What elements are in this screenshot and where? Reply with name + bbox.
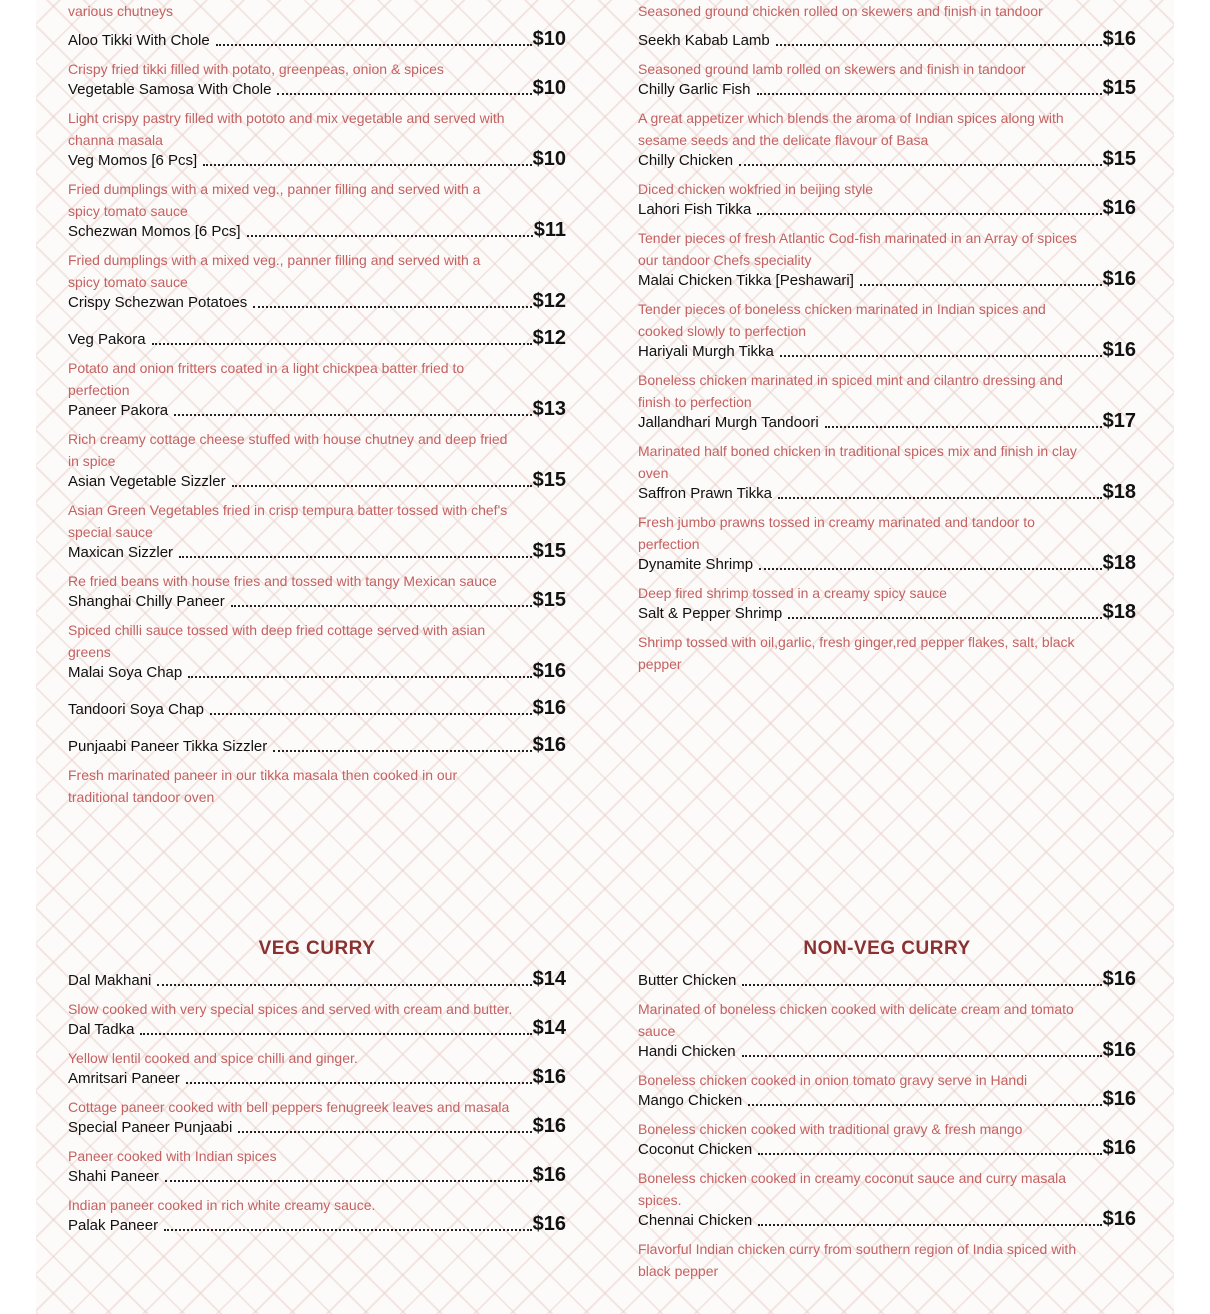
menu-item-row	[638, 1135, 1136, 1159]
menu-item	[68, 288, 566, 312]
item-price: $16	[1102, 197, 1136, 219]
dot-leader	[742, 984, 1101, 986]
item-description: Yellow lentil cooked and spice chilli and ginger.	[68, 1050, 358, 1066]
item-description: Fried dumplings with a mixed veg., panner filling and served with a spicy tomato sauce	[68, 181, 481, 219]
menu-item-row	[68, 732, 566, 756]
item-name: Jallandhari Murgh Tandoori	[638, 414, 819, 431]
menu-item-row	[638, 966, 1136, 990]
item-price: $16	[532, 1213, 566, 1235]
dot-leader	[140, 1033, 531, 1035]
item-description: Slow cooked with very special spices and served with cream and butter.	[68, 1001, 513, 1017]
dot-leader	[188, 676, 531, 678]
item-price: $16	[1102, 268, 1136, 290]
item-name: Punjaabi Paneer Tikka Sizzler	[68, 738, 268, 755]
item-price: $16	[1102, 968, 1136, 990]
item-price: $16	[532, 1066, 566, 1088]
dot-leader	[203, 164, 531, 166]
menu-item	[68, 75, 566, 151]
item-description: Shrimp tossed with oil,garlic, fresh ginger,red pepper flakes, salt, black pepper	[638, 634, 1075, 672]
item-price: $13	[532, 398, 566, 420]
item-price: $16	[1102, 1137, 1136, 1159]
right-top-fragment	[638, 0, 1136, 22]
item-description: Paneer cooked with Indian spices	[68, 1148, 277, 1164]
dot-leader	[780, 355, 1102, 357]
item-description: Potato and onion fritters coated in a light chickpea batter fried to perfection	[68, 360, 465, 398]
item-name: Malai Chicken Tikka [Peshawari]	[638, 272, 854, 289]
dot-leader	[860, 284, 1102, 286]
dot-leader	[788, 617, 1101, 619]
item-description: Fresh marinated paneer in our tikka masala then cooked in our traditional tandoor oven	[68, 767, 458, 805]
menu-item-row	[638, 195, 1136, 219]
item-price: $10	[532, 148, 566, 170]
item-name: Dal Tadka	[68, 1021, 135, 1038]
nonveg-curry-heading: NON-VEG CURRY	[803, 938, 971, 959]
menu-item-row	[638, 26, 1136, 50]
item-price: $16	[1102, 1088, 1136, 1110]
veg-curry-list	[68, 966, 566, 1248]
item-description: Indian paneer cooked in rich white creamy sauce.	[68, 1197, 376, 1213]
menu-item-row	[68, 217, 566, 241]
item-name: Coconut Chicken	[638, 1141, 753, 1158]
item-description: Asian Green Vegetables fried in crisp tempura batter tossed with chef's special sauce	[68, 502, 508, 540]
dot-leader	[216, 44, 532, 46]
item-description: Rich creamy cottage cheese stuffed with house chutney and deep fried in spice	[68, 431, 508, 469]
menu-item-row	[638, 266, 1136, 290]
item-description: Boneless chicken cooked in creamy coconut sauce and curry masala spices.	[638, 1170, 1066, 1208]
item-price: $16	[1102, 1039, 1136, 1061]
appetizer-right-list	[638, 26, 1136, 670]
item-description: Boneless chicken marinated in spiced mint and cilantro dressing and finish to perfection	[638, 372, 1063, 410]
item-name: Tandoori Soya Chap	[68, 701, 204, 718]
menu-item-row	[68, 1211, 566, 1235]
menu-item	[638, 1037, 1136, 1091]
item-name: Dal Makhani	[68, 972, 152, 989]
item-price: $16	[532, 660, 566, 682]
item-name: Vegetable Samosa With Chole	[68, 81, 272, 98]
item-description: Boneless chicken cooked with traditional gravy & fresh mango	[638, 1121, 1023, 1137]
dot-leader	[179, 556, 532, 558]
item-price: $16	[1102, 1208, 1136, 1230]
dot-leader	[232, 485, 532, 487]
dot-leader	[174, 414, 532, 416]
menu-item	[68, 1113, 566, 1167]
item-price: $12	[532, 327, 566, 349]
menu-item	[638, 266, 1136, 342]
item-price: $16	[532, 734, 566, 756]
item-price: $12	[532, 290, 566, 312]
menu-item	[638, 75, 1136, 151]
menu-item-row	[68, 26, 566, 50]
veg-curry-heading: VEG CURRY	[258, 938, 376, 959]
item-description: Diced chicken wokfried in beijing style	[638, 181, 873, 197]
menu-item	[68, 325, 566, 401]
item-price: $14	[532, 1017, 566, 1039]
item-name: Hariyali Murgh Tikka	[638, 343, 774, 360]
menu-item-row	[68, 146, 566, 170]
menu-item-row	[638, 1206, 1136, 1230]
item-price: $15	[1102, 77, 1136, 99]
dot-leader	[825, 426, 1102, 428]
item-price: $16	[532, 697, 566, 719]
menu-item	[68, 1211, 566, 1235]
menu-item	[68, 695, 566, 719]
menu-item-row	[638, 550, 1136, 574]
item-description: Tender pieces of fresh Atlantic Cod-fish marinated in an Array of spices our tandoor Chefs speciality	[638, 230, 1077, 268]
item-name: Crispy Schezwan Potatoes	[68, 294, 248, 311]
menu-item-row	[68, 695, 566, 719]
item-name: Shahi Paneer	[68, 1168, 159, 1185]
item-description: Marinated half boned chicken in traditional spices mix and finish in clay oven	[638, 443, 1077, 481]
item-name: Veg Pakora	[68, 331, 146, 348]
menu-item	[68, 587, 566, 663]
menu-item	[638, 479, 1136, 555]
dot-leader	[742, 1055, 1102, 1057]
dot-leader	[757, 213, 1101, 215]
left-top-fragment	[68, 0, 566, 22]
item-description: Flavorful Indian chicken curry from southern region of India spiced with black pepper	[638, 1241, 1077, 1279]
item-description: Boneless chicken cooked in onion tomato gravy serve in Handi	[638, 1072, 1028, 1088]
dot-leader	[759, 568, 1102, 570]
dot-leader	[758, 1153, 1101, 1155]
dot-leader	[748, 1104, 1101, 1106]
item-price: $18	[1102, 601, 1136, 623]
menu-item	[638, 1135, 1136, 1211]
dot-leader	[210, 713, 532, 715]
menu-item	[68, 1015, 566, 1069]
menu-item	[68, 26, 566, 80]
item-price: $10	[532, 77, 566, 99]
item-price: $14	[532, 968, 566, 990]
appetizer-left-list	[68, 26, 566, 803]
dot-leader	[165, 1180, 532, 1182]
item-name: Seekh Kabab Lamb	[638, 32, 770, 49]
menu-item	[638, 966, 1136, 1042]
menu-item	[638, 146, 1136, 200]
item-price: $17	[1102, 410, 1136, 432]
menu-item	[68, 1162, 566, 1216]
item-description: Fried dumplings with a mixed veg., panner filling and served with a spicy tomato sauce	[68, 252, 481, 290]
item-name: Amritsari Paneer	[68, 1070, 180, 1087]
menu-item-row	[638, 479, 1136, 503]
dot-leader	[739, 164, 1102, 166]
item-description: Tender pieces of boneless chicken marinated in Indian spices and cooked slowly to perfection	[638, 301, 1046, 339]
menu-item	[68, 396, 566, 472]
dot-leader	[186, 1082, 532, 1084]
item-description: Seasoned ground lamb rolled on skewers and finish in tandoor	[638, 61, 1026, 77]
dot-leader	[238, 1131, 531, 1133]
menu-item	[68, 966, 566, 1020]
item-name: Chilly Garlic Fish	[638, 81, 751, 98]
dot-leader	[152, 343, 532, 345]
menu-item-row	[638, 408, 1136, 432]
item-price: $15	[1102, 148, 1136, 170]
dot-leader	[157, 984, 531, 986]
item-name: Chilly Chicken	[638, 152, 734, 169]
item-description: Spiced chilli sauce tossed with deep fried cottage served with asian greens	[68, 622, 486, 660]
item-name: Butter Chicken	[638, 972, 737, 989]
item-description: A great appetizer which blends the aroma of Indian spices along with sesame seeds and the delicate flavour of Basa	[638, 110, 1064, 148]
item-description: Re fried beans with house fries and tossed with tangy Mexican sauce	[68, 573, 497, 589]
menu-item-row	[68, 658, 566, 682]
menu-item	[68, 217, 566, 293]
menu-item	[638, 26, 1136, 80]
item-description: Fresh jumbo prawns tossed in creamy marinated and tandoor to perfection	[638, 514, 1035, 552]
item-price: $15	[532, 589, 566, 611]
menu-item-row	[68, 966, 566, 990]
item-name: Saffron Prawn Tikka	[638, 485, 772, 502]
menu-item-row	[638, 146, 1136, 170]
menu-item	[638, 1206, 1136, 1282]
dot-leader	[758, 1224, 1101, 1226]
item-description: Light crispy pastry filled with pototo and mix vegetable and served with channa masala	[68, 110, 505, 148]
item-name: Malai Soya Chap	[68, 664, 183, 681]
item-name: Aloo Tikki With Chole	[68, 32, 210, 49]
menu-item-row	[68, 1015, 566, 1039]
item-price: $16	[532, 1115, 566, 1137]
menu-item-row	[68, 75, 566, 99]
item-name: Schezwan Momos [6 Pcs]	[68, 223, 241, 240]
dot-leader	[231, 605, 532, 607]
menu-item	[68, 1064, 566, 1118]
dot-leader	[253, 306, 531, 308]
dot-leader	[273, 750, 531, 752]
item-price: $16	[532, 1164, 566, 1186]
dot-leader	[277, 93, 531, 95]
menu-item-row	[638, 75, 1136, 99]
item-price: $16	[1102, 28, 1136, 50]
menu-item	[638, 1086, 1136, 1140]
item-price: $10	[532, 28, 566, 50]
item-description: Seasoned ground chicken rolled on skewers and finish in tandoor	[638, 3, 1043, 19]
item-name: Mango Chicken	[638, 1092, 743, 1109]
item-name: Palak Paneer	[68, 1217, 159, 1234]
item-name: Dynamite Shrimp	[638, 556, 754, 573]
menu-item-row	[68, 396, 566, 420]
item-price: $15	[532, 540, 566, 562]
item-name: Paneer Pakora	[68, 402, 169, 419]
menu-item-row	[68, 538, 566, 562]
menu-item-row	[68, 587, 566, 611]
item-name: Lahori Fish Tikka	[638, 201, 752, 218]
item-name: Salt & Pepper Shrimp	[638, 605, 783, 622]
menu-item	[68, 658, 566, 682]
item-description: Cottage paneer cooked with bell peppers fenugreek leaves and masala	[68, 1099, 510, 1115]
menu-item	[638, 599, 1136, 675]
dot-leader	[247, 235, 533, 237]
item-price: $18	[1102, 481, 1136, 503]
item-price: $16	[1102, 339, 1136, 361]
dot-leader	[757, 93, 1102, 95]
item-name: Shanghai Chilly Paneer	[68, 593, 225, 610]
item-description: Marinated of boneless chicken cooked with delicate cream and tomato sauce	[638, 1001, 1074, 1039]
menu-item-row	[638, 337, 1136, 361]
menu-item	[638, 337, 1136, 413]
menu-item	[68, 467, 566, 543]
dot-leader	[164, 1229, 532, 1231]
item-price: $11	[533, 219, 566, 241]
menu-item-row	[68, 288, 566, 312]
item-name: Chennai Chicken	[638, 1212, 753, 1229]
menu-item	[68, 146, 566, 222]
menu-item-row	[68, 1113, 566, 1137]
item-description: Crispy fried tikki filled with potato, greenpeas, onion & spices	[68, 61, 444, 77]
item-price: $15	[532, 469, 566, 491]
menu-item-row	[638, 1037, 1136, 1061]
menu-item-row	[68, 467, 566, 491]
item-name: Veg Momos [6 Pcs]	[68, 152, 198, 169]
item-price: $18	[1102, 552, 1136, 574]
menu-item	[638, 195, 1136, 271]
menu-item-row	[68, 1162, 566, 1186]
item-name: Asian Vegetable Sizzler	[68, 473, 226, 490]
dot-leader	[778, 497, 1102, 499]
menu-item-row	[68, 1064, 566, 1088]
menu-item	[68, 538, 566, 592]
menu-item-row	[638, 599, 1136, 623]
item-description: various chutneys	[68, 3, 174, 19]
menu-item	[638, 408, 1136, 484]
item-name: Special Paneer Punjaabi	[68, 1119, 233, 1136]
menu-item	[68, 732, 566, 808]
item-name: Handi Chicken	[638, 1043, 736, 1060]
menu-item	[638, 550, 1136, 604]
menu-item-row	[638, 1086, 1136, 1110]
nonveg-curry-list	[638, 966, 1136, 1277]
item-description: Deep fired shrimp tossed in a creamy spicy sauce	[638, 585, 947, 601]
dot-leader	[776, 44, 1102, 46]
item-name: Maxican Sizzler	[68, 544, 174, 561]
menu-item-row	[68, 325, 566, 349]
